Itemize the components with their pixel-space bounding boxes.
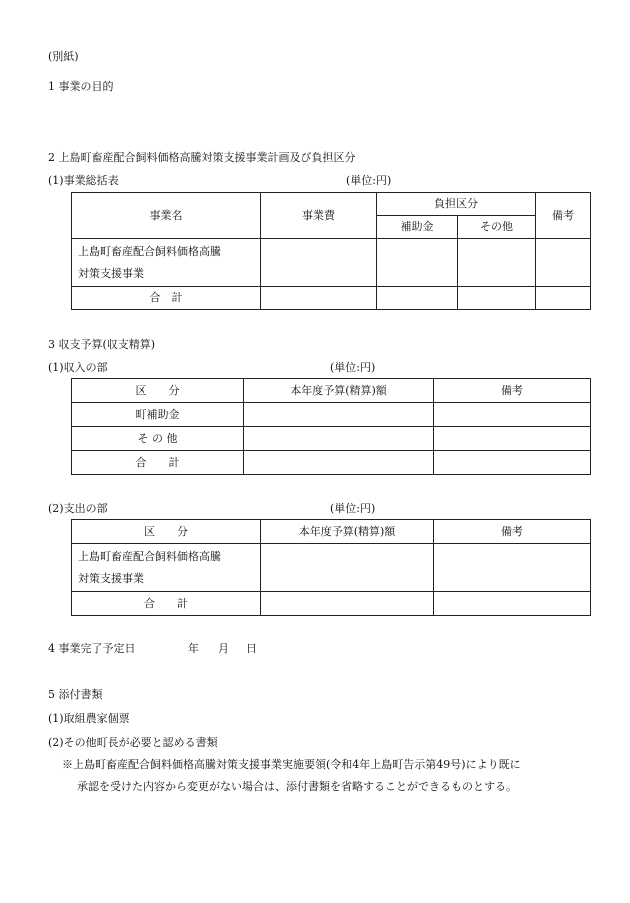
expense-item-line-1: 上島町畜産配合飼料価格高騰 [78, 549, 221, 563]
table-row [72, 403, 591, 427]
table-row [72, 427, 591, 451]
completion-year: 年 [188, 642, 199, 655]
empty-cell [261, 592, 434, 616]
header-project-name: 事業名 [72, 193, 261, 239]
section-2-title: 2 上島町畜産配合飼料価格高騰対策支援事業計画及び負担区分 [48, 151, 356, 164]
header-subsidy: 補助金 [377, 216, 458, 239]
annex-label: (別紙) [48, 50, 79, 63]
empty-cell [377, 287, 458, 310]
expense-total-label: 合 計 [72, 592, 261, 616]
project-name-line-2: 対策支援事業 [78, 266, 144, 280]
empty-cell [536, 239, 591, 287]
header-project-cost: 事業費 [261, 193, 377, 239]
empty-cell [536, 287, 591, 310]
income-header-budget: 本年度予算(精算)額 [244, 379, 434, 403]
expense-header-budget: 本年度予算(精算)額 [261, 520, 434, 544]
empty-cell [261, 239, 377, 287]
expense-unit: (単位:円) [330, 502, 376, 515]
section-1-title: 1 事業の目的 [48, 80, 114, 93]
income-header-remarks: 備考 [434, 379, 591, 403]
note-line-1: ※上島町畜産配合飼料価格高騰対策支援事業実施要領(令和4年上島町告示第49号)により既に [62, 758, 521, 771]
empty-cell [458, 239, 536, 287]
income-header-class: 区 分 [72, 379, 244, 403]
empty-cell [244, 451, 434, 475]
table-row [72, 592, 591, 616]
expense-item-cell [72, 544, 261, 592]
header-other: その他 [458, 216, 536, 239]
income-row-label: そ の 他 [72, 427, 244, 451]
table-row [72, 544, 591, 592]
header-remarks: 備考 [536, 193, 591, 239]
empty-cell [261, 287, 377, 310]
expense-subtitle: (2)支出の部 [48, 502, 108, 515]
empty-cell [377, 239, 458, 287]
income-row-label: 合 計 [72, 451, 244, 475]
summary-table [71, 192, 591, 310]
attachment-item-1: (1)取組農家個票 [48, 712, 130, 725]
empty-cell [458, 287, 536, 310]
summary-subtitle: (1)事業総括表 [48, 174, 119, 187]
summary-unit: (単位:円) [346, 174, 392, 187]
expense-header-remarks: 備考 [434, 520, 591, 544]
expense-item-line-2: 対策支援事業 [78, 571, 144, 585]
header-burden-division: 負担区分 [377, 193, 536, 216]
empty-cell [244, 403, 434, 427]
income-table [71, 378, 591, 475]
income-unit: (単位:円) [330, 361, 376, 374]
table-row [72, 451, 591, 475]
note-line-2: 承認を受けた内容から変更がない場合は、添付書類を省略することができるものとする。 [77, 780, 517, 793]
section-3-title: 3 収支予算(収支精算) [48, 338, 156, 351]
completion-month: 月 [218, 642, 229, 655]
attachment-item-2: (2)その他町長が必要と認める書類 [48, 736, 218, 749]
empty-cell [244, 427, 434, 451]
table-row [72, 287, 591, 310]
income-subtitle: (1)収入の部 [48, 361, 108, 374]
project-name-line-1: 上島町畜産配合飼料価格高騰 [78, 244, 221, 258]
project-name-cell [72, 239, 261, 287]
expense-table [71, 519, 591, 616]
empty-cell [434, 403, 591, 427]
empty-cell [434, 427, 591, 451]
table-row [72, 239, 591, 287]
income-row-label: 町補助金 [72, 403, 244, 427]
empty-cell [261, 544, 434, 592]
section-5-title: 5 添付書類 [48, 688, 103, 701]
section-4-title: 4 事業完了予定日 [48, 642, 136, 655]
empty-cell [434, 592, 591, 616]
completion-day: 日 [246, 642, 257, 655]
expense-header-class: 区 分 [72, 520, 261, 544]
total-label: 合 計 [72, 287, 261, 310]
empty-cell [434, 544, 591, 592]
empty-cell [434, 451, 591, 475]
